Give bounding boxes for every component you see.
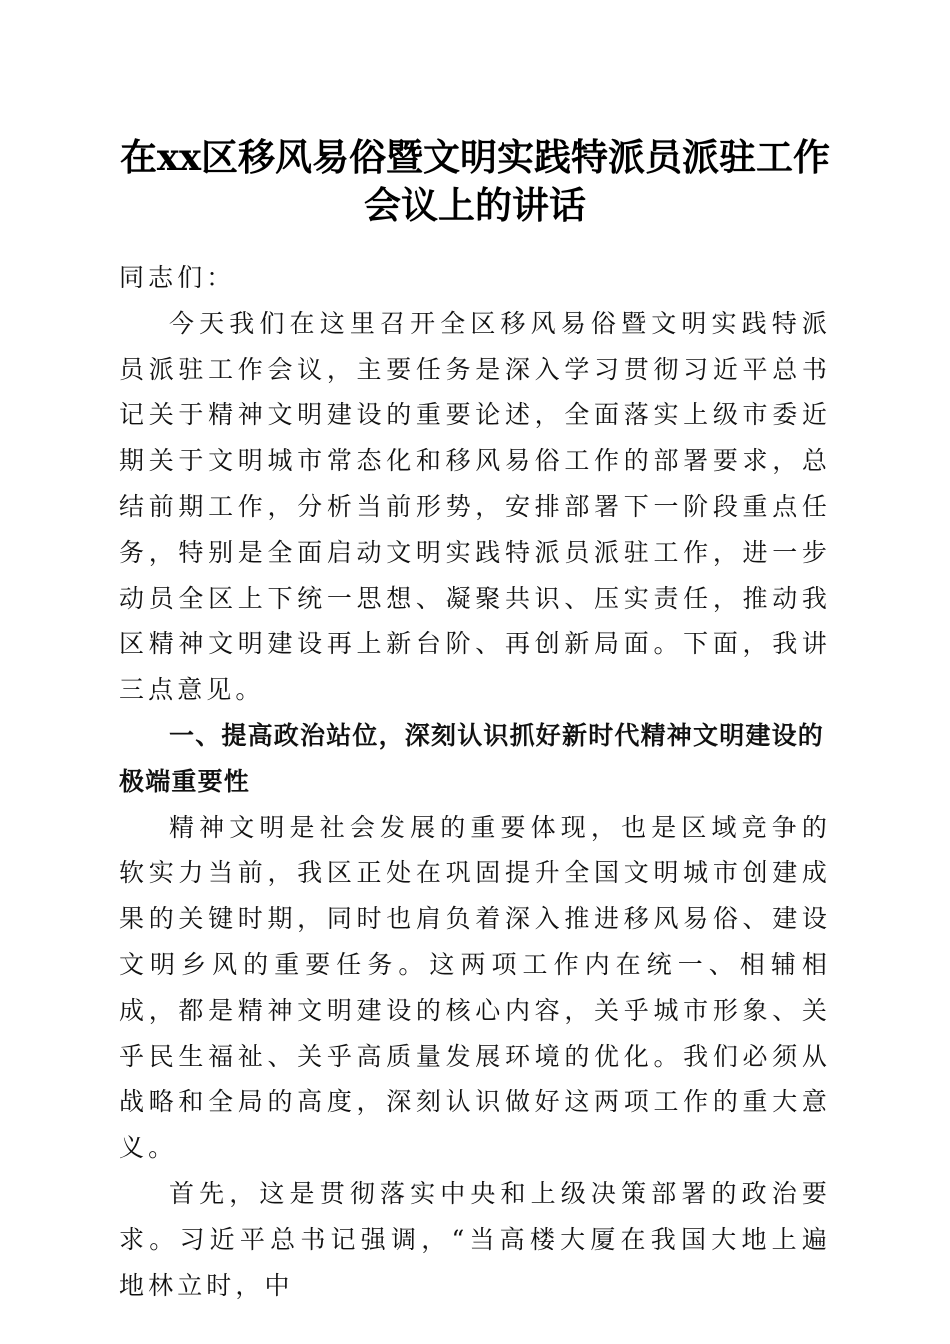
section-1-paragraph-2: 首先，这是贯彻落实中央和上级决策部署的政治要求。习近平总书记强调，“当高楼大厦在我国大地上遍地林立时，中	[119, 1178, 831, 1300]
section-1-paragraph-1: 精神文明是社会发展的重要体现，也是区域竞争的软实力当前，我区正处在巩固提升全国文明城市创建成果的关键时期，同时也肩负着深入推进移风易俗、建设文明乡风的重要任务。这两项工作内在统一、相辅相成，都是精神文明建设的核心内容，关乎城市形象、关乎民生福祉、关乎高质量发展环境的优化。我们必须从战略和全局的高度，深刻认识做好这两项工作的重大意义。	[119, 812, 831, 1163]
title-line-1: 在xx区移风易俗暨文明实践特派员派驻工作	[119, 135, 831, 179]
document-title	[100, 133, 850, 229]
section-1-heading: 一、提高政治站位，深刻认识抓好新时代精神文明建设的极端重要性	[119, 720, 825, 796]
title-line-2: 会议上的讲话	[364, 183, 586, 227]
document-body	[119, 255, 831, 1308]
salutation: 同志们：	[119, 263, 236, 292]
intro-paragraph: 今天我们在这里召开全区移风易俗暨文明实践特派员派驻工作会议，主要任务是深入学习贯彻习近平总书记关于精神文明建设的重要论述，全面落实上级市委近期关于文明城市常态化和移风易俗工作的部署要求，总结前期工作，分析当前形势，安排部署下一阶段重点任务，特别是全面启动文明实践特派员派驻工作，进一步动员全区上下统一思想、凝聚共识、压实责任，推动我区精神文明建设再上新台阶、再创新局面。下面，我讲三点意见。	[119, 308, 831, 705]
